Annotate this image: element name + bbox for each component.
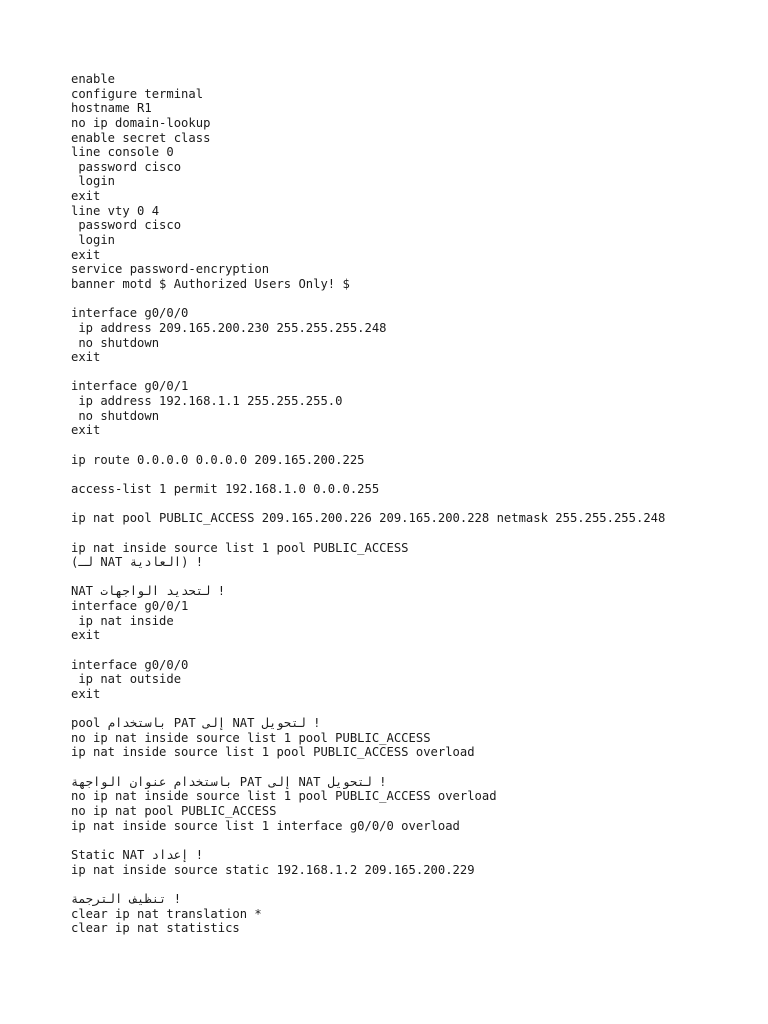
blank-line — [71, 702, 731, 717]
config-line: login — [71, 174, 116, 189]
config-line: interface g0/0/1 — [71, 379, 189, 394]
config-document — [71, 72, 731, 936]
config-line: no ip nat inside source list 1 pool PUBLIC_ACCESS — [71, 730, 431, 745]
config-line: line console 0 — [71, 145, 174, 160]
config-line: no shutdown — [71, 408, 160, 423]
blank-line — [71, 497, 731, 512]
config-line: ! لتحويل NAT إلى PAT باستخدام pool — [71, 716, 321, 731]
config-line: no ip domain-lookup — [71, 115, 211, 130]
config-line: interface g0/0/1 — [71, 599, 189, 614]
config-line: clear ip nat statistics — [71, 921, 240, 936]
config-line: enable — [71, 72, 116, 86]
blank-line — [71, 570, 731, 585]
config-line: ip address 192.168.1.1 255.255.255.0 — [71, 394, 343, 409]
config-line: service password-encryption — [71, 262, 270, 277]
config-line: ip route 0.0.0.0 0.0.0.0 209.165.200.225 — [71, 452, 365, 467]
config-line: line vty 0 4 — [71, 203, 160, 218]
config-line: interface g0/0/0 — [71, 306, 189, 321]
config-line: ip nat outside — [71, 672, 182, 687]
config-line: ip nat pool PUBLIC_ACCESS 209.165.200.226 209.165.200.228 netmask 255.255.255.248 — [71, 511, 666, 526]
config-line: no shutdown — [71, 335, 160, 350]
blank-line — [71, 526, 731, 541]
config-line: no ip nat pool PUBLIC_ACCESS — [71, 804, 277, 819]
config-line: ! لتحديد الواجهات NAT — [71, 584, 226, 599]
blank-line — [71, 438, 731, 453]
config-line: exit — [71, 686, 101, 701]
config-line: exit — [71, 628, 101, 643]
config-line: password cisco — [71, 159, 182, 174]
config-line: ip address 209.165.200.230 255.255.255.248 — [71, 320, 387, 335]
config-line: ip nat inside — [71, 613, 174, 628]
config-line: enable secret class — [71, 130, 211, 145]
config-line: exit — [71, 423, 101, 438]
config-line: ip nat inside source list 1 pool PUBLIC_ACCESS — [71, 540, 409, 555]
config-line: hostname R1 — [71, 101, 152, 116]
config-line: exit — [71, 189, 101, 204]
blank-line — [71, 467, 731, 482]
config-line: exit — [71, 350, 101, 365]
blank-line — [71, 833, 731, 848]
config-line: ip nat inside source list 1 interface g0/0/0 overload — [71, 818, 460, 833]
blank-line — [71, 365, 731, 380]
config-line: ip nat inside source static 192.168.1.2 209.165.200.229 — [71, 862, 475, 877]
config-line: ! (العادية NAT لـ) — [71, 555, 204, 570]
config-line: no ip nat inside source list 1 pool PUBLIC_ACCESS overload — [71, 789, 497, 804]
config-line: ip nat inside source list 1 pool PUBLIC_ACCESS overload — [71, 745, 475, 760]
config-line: interface g0/0/0 — [71, 657, 189, 672]
config-line: clear ip nat translation * — [71, 906, 262, 921]
config-line: password cisco — [71, 218, 182, 233]
config-line: exit — [71, 247, 101, 262]
blank-line — [71, 643, 731, 658]
config-line: banner motd $ Authorized Users Only! $ — [71, 276, 350, 291]
config-line: access-list 1 permit 192.168.1.0 0.0.0.255 — [71, 481, 380, 496]
blank-line — [71, 877, 731, 892]
config-line: ! لتحويل NAT إلى PAT باستخدام عنوان الواجهة — [71, 774, 387, 789]
config-line: ! إعداد Static NAT — [71, 847, 204, 862]
config-line: ! تنظيف الترجمة — [71, 891, 182, 906]
config-line: configure terminal — [71, 86, 204, 101]
blank-line — [71, 760, 731, 775]
config-line: login — [71, 233, 116, 248]
blank-line — [71, 292, 731, 307]
